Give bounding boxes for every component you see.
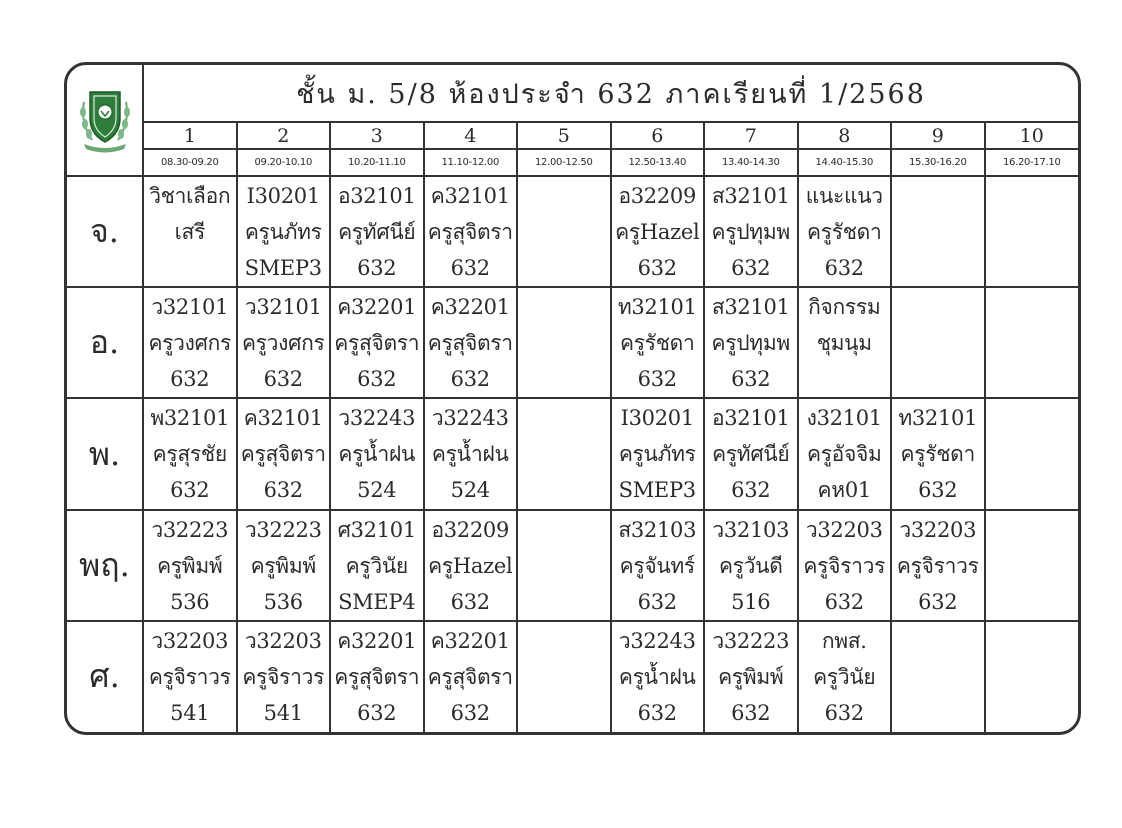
- room-number: 632: [731, 478, 771, 503]
- subject-code: ค32101: [430, 184, 510, 209]
- period-time: 12.00-12.50: [517, 149, 611, 176]
- lesson-cell: [704, 621, 798, 732]
- teacher-name: [518, 436, 610, 472]
- subject-code: ว32243: [338, 406, 416, 431]
- teacher-name: ครูจิราวร: [803, 553, 886, 578]
- teacher-name: ครูน้ำฝน: [338, 442, 416, 467]
- lesson-cell: [517, 510, 611, 621]
- room-number: [799, 361, 891, 397]
- teacher-name: ครูสุจิตรา: [334, 664, 420, 689]
- lesson-cell: [517, 176, 611, 287]
- lesson-cell: [143, 287, 237, 398]
- subject-code: ว32203: [899, 517, 977, 542]
- subject-code: ว32101: [244, 295, 322, 320]
- logo-cell: [67, 65, 143, 176]
- room-number: 632: [824, 700, 864, 725]
- teacher-name: [986, 659, 1079, 695]
- lesson-cell: [237, 510, 331, 621]
- period-time: 09.20-10.10: [237, 149, 331, 176]
- lesson-cell: [330, 398, 424, 509]
- lesson-cell: [237, 287, 331, 398]
- room-number: [986, 250, 1079, 286]
- subject-code: ว32223: [244, 517, 322, 542]
- subject-code: [518, 178, 610, 214]
- teacher-name: ครูรัชดา: [807, 220, 882, 245]
- teacher-name: ครูน้ำฝน: [618, 664, 696, 689]
- room-number: 632: [450, 256, 490, 281]
- subject-code: [518, 623, 610, 659]
- room-number: 536: [170, 589, 210, 614]
- teacher-name: ครูHazel: [428, 553, 513, 578]
- room-number: [144, 250, 236, 286]
- day-row: [67, 510, 1078, 621]
- teacher-name: [518, 325, 610, 361]
- room-number: 632: [450, 700, 490, 725]
- period-number: 7: [704, 122, 798, 149]
- period-number: 8: [798, 122, 892, 149]
- period-time: 13.40-14.30: [704, 149, 798, 176]
- room-number: 632: [637, 367, 677, 392]
- room-number: 632: [918, 589, 958, 614]
- room-number: 632: [637, 589, 677, 614]
- teacher-name: ครูสุรชัย: [152, 442, 227, 467]
- lesson-cell: [611, 398, 705, 509]
- subject-code: [518, 512, 610, 548]
- teacher-name: ชุมนุม: [816, 331, 872, 356]
- subject-code: ค32201: [337, 628, 417, 653]
- room-number: 632: [357, 700, 397, 725]
- period-time: 16.20-17.10: [985, 149, 1079, 176]
- teacher-name: ครูพิมพ์: [157, 553, 223, 578]
- lesson-cell: [237, 621, 331, 732]
- page-title: ชั้น ม. 5/8 ห้องประจำ 632 ภาคเรียนที่ 1/2568: [143, 65, 1078, 122]
- room-number: [892, 250, 984, 286]
- teacher-name: ครูนภัทร: [618, 442, 696, 467]
- lesson-cell: [330, 510, 424, 621]
- room-number: 632: [637, 256, 677, 281]
- lesson-cell: [517, 621, 611, 732]
- lesson-cell: [891, 621, 985, 732]
- lesson-cell: [985, 287, 1079, 398]
- day-label: พฤ.: [67, 510, 143, 621]
- subject-code: ว32103: [712, 517, 790, 542]
- subject-code: [518, 289, 610, 325]
- day-label: จ.: [67, 176, 143, 287]
- teacher-name: ครูสุจิตรา: [427, 220, 513, 245]
- teacher-name: ครูนภัทร: [244, 220, 322, 245]
- period-time: 12.50-13.40: [611, 149, 705, 176]
- room-number: 536: [263, 589, 303, 614]
- subject-code: กพส.: [821, 628, 867, 653]
- teacher-name: ครูอัจจิม: [806, 442, 882, 467]
- lesson-cell: [704, 287, 798, 398]
- room-number: [518, 250, 610, 286]
- day-row: [67, 287, 1078, 398]
- room-number: 541: [263, 700, 303, 725]
- room-number: [518, 361, 610, 397]
- room-number: [518, 695, 610, 731]
- day-label: พ.: [67, 398, 143, 509]
- teacher-name: ครูจิราวร: [242, 664, 325, 689]
- lesson-cell: [424, 621, 518, 732]
- room-number: คห01: [817, 478, 871, 503]
- subject-code: ค32201: [430, 628, 510, 653]
- teacher-name: ครูจิราวร: [148, 664, 231, 689]
- room-number: 632: [357, 256, 397, 281]
- timetable: [67, 65, 1078, 732]
- lesson-cell: [424, 398, 518, 509]
- subject-code: [986, 178, 1079, 214]
- lesson-cell: [424, 287, 518, 398]
- teacher-name: ครูสุจิตรา: [334, 331, 420, 356]
- lesson-cell: [330, 287, 424, 398]
- subject-code: ว32203: [151, 628, 229, 653]
- lesson-cell: [143, 621, 237, 732]
- subject-code: กิจกรรม: [808, 295, 881, 320]
- subject-code: อ32101: [711, 406, 790, 431]
- timetable-frame: [64, 62, 1081, 735]
- subject-code: พ32101: [150, 406, 230, 431]
- teacher-name: ครูพิมพ์: [718, 664, 784, 689]
- day-row: [67, 398, 1078, 509]
- subject-code: ว32243: [431, 406, 509, 431]
- room-number: 632: [731, 256, 771, 281]
- period-number: 1: [143, 122, 237, 149]
- teacher-name: ครูHazel: [615, 220, 700, 245]
- room-number: 541: [170, 700, 210, 725]
- teacher-name: [892, 325, 984, 361]
- room-number: 632: [170, 367, 210, 392]
- room-number: [986, 584, 1079, 620]
- room-number: 524: [357, 478, 397, 503]
- lesson-cell: [891, 176, 985, 287]
- day-row: [67, 176, 1078, 287]
- subject-code: I30201: [620, 406, 694, 431]
- lesson-cell: [704, 176, 798, 287]
- teacher-name: ครูวงศกร: [148, 331, 232, 356]
- teacher-name: ครูทัศนีย์: [338, 220, 416, 245]
- lesson-cell: [237, 398, 331, 509]
- lesson-cell: [798, 398, 892, 509]
- lesson-cell: [798, 176, 892, 287]
- subject-code: ส32101: [711, 184, 790, 209]
- subject-code: ว32101: [151, 295, 229, 320]
- period-number: 4: [424, 122, 518, 149]
- period-number: 6: [611, 122, 705, 149]
- room-number: SMEP4: [338, 589, 416, 614]
- subject-code: อ32209: [618, 184, 697, 209]
- teacher-name: [892, 659, 984, 695]
- teacher-name: ครูวงศกร: [241, 331, 325, 356]
- lesson-cell: [611, 510, 705, 621]
- room-number: 632: [731, 367, 771, 392]
- subject-code: [892, 623, 984, 659]
- teacher-name: ครูทัศนีย์: [712, 442, 790, 467]
- subject-code: ว32223: [151, 517, 229, 542]
- room-number: [892, 361, 984, 397]
- room-number: 632: [731, 700, 771, 725]
- subject-code: [986, 289, 1079, 325]
- day-label: ศ.: [67, 621, 143, 732]
- lesson-cell: [143, 510, 237, 621]
- room-number: 632: [824, 256, 864, 281]
- lesson-cell: [611, 176, 705, 287]
- teacher-name: [518, 214, 610, 250]
- lesson-cell: [517, 287, 611, 398]
- lesson-cell: [330, 621, 424, 732]
- day-row: [67, 621, 1078, 732]
- room-number: 632: [450, 367, 490, 392]
- subject-code: ศ32101: [337, 517, 416, 542]
- teacher-name: ครูรัชดา: [620, 331, 695, 356]
- teacher-name: ครูปทุมพ: [711, 331, 790, 356]
- day-label: อ.: [67, 287, 143, 398]
- teacher-name: [518, 659, 610, 695]
- teacher-name: [986, 325, 1079, 361]
- teacher-name: ครูจิราวร: [896, 553, 979, 578]
- teacher-name: ครูพิมพ์: [250, 553, 316, 578]
- room-number: [986, 695, 1079, 731]
- subject-code: [518, 400, 610, 436]
- lesson-cell: [237, 176, 331, 287]
- lesson-cell: [517, 398, 611, 509]
- subject-code: ส32103: [618, 517, 697, 542]
- room-number: [986, 361, 1079, 397]
- period-number: 5: [517, 122, 611, 149]
- school-crest-logo: [76, 82, 134, 154]
- room-number: [518, 584, 610, 620]
- room-number: 632: [357, 367, 397, 392]
- lesson-cell: [611, 287, 705, 398]
- subject-code: [892, 289, 984, 325]
- teacher-name: ครูวินัย: [813, 664, 876, 689]
- room-number: SMEP3: [618, 478, 696, 503]
- subject-code: [986, 512, 1079, 548]
- lesson-cell: [891, 510, 985, 621]
- lesson-cell: [611, 621, 705, 732]
- subject-code: อ32209: [431, 517, 510, 542]
- subject-code: [892, 178, 984, 214]
- teacher-name: [986, 548, 1079, 584]
- teacher-name: ครูสุจิตรา: [240, 442, 326, 467]
- lesson-cell: [424, 176, 518, 287]
- room-number: 632: [637, 700, 677, 725]
- subject-code: ง32101: [806, 406, 882, 431]
- teacher-name: [986, 214, 1079, 250]
- subject-code: ค32201: [430, 295, 510, 320]
- teacher-name: ครูปทุมพ: [711, 220, 790, 245]
- room-number: 632: [918, 478, 958, 503]
- lesson-cell: [330, 176, 424, 287]
- period-time: 15.30-16.20: [891, 149, 985, 176]
- lesson-cell: [985, 398, 1079, 509]
- subject-code: ว32223: [712, 628, 790, 653]
- teacher-name: ครูสุจิตรา: [427, 664, 513, 689]
- subject-code: ค32201: [337, 295, 417, 320]
- subject-code: ท32101: [617, 295, 697, 320]
- lesson-cell: [985, 176, 1079, 287]
- subject-code: ว32243: [618, 628, 696, 653]
- teacher-name: [986, 436, 1079, 472]
- lesson-cell: [704, 398, 798, 509]
- lesson-cell: [891, 287, 985, 398]
- lesson-cell: [891, 398, 985, 509]
- subject-code: อ32101: [337, 184, 416, 209]
- period-time: 10.20-11.10: [330, 149, 424, 176]
- period-number: 9: [891, 122, 985, 149]
- room-number: 524: [450, 478, 490, 503]
- room-number: 516: [731, 589, 771, 614]
- subject-code: [986, 400, 1079, 436]
- teacher-name: ครูจันทร์: [619, 553, 695, 578]
- lesson-cell: [985, 510, 1079, 621]
- subject-code: ท32101: [898, 406, 978, 431]
- period-number: 2: [237, 122, 331, 149]
- subject-code: ว32203: [805, 517, 883, 542]
- teacher-name: ครูรัชดา: [900, 442, 975, 467]
- room-number: 632: [263, 478, 303, 503]
- room-number: 632: [824, 589, 864, 614]
- room-number: 632: [170, 478, 210, 503]
- teacher-name: [892, 214, 984, 250]
- lesson-cell: [143, 398, 237, 509]
- room-number: 632: [450, 589, 490, 614]
- subject-code: [986, 623, 1079, 659]
- teacher-name: ครูวินัย: [345, 553, 408, 578]
- room-number: [986, 472, 1079, 508]
- subject-code: แนะแนว: [805, 184, 883, 209]
- teacher-name: ครูสุจิตรา: [427, 331, 513, 356]
- teacher-name: ครูน้ำฝน: [431, 442, 509, 467]
- lesson-cell: [798, 287, 892, 398]
- period-time: 08.30-09.20: [143, 149, 237, 176]
- period-time: 11.10-12.00: [424, 149, 518, 176]
- room-number: [518, 472, 610, 508]
- lesson-cell: [985, 621, 1079, 732]
- lesson-cell: [798, 621, 892, 732]
- lesson-cell: [143, 176, 237, 287]
- subject-code: ค32101: [243, 406, 323, 431]
- period-time: 14.40-15.30: [798, 149, 892, 176]
- lesson-cell: [798, 510, 892, 621]
- lesson-cell: [704, 510, 798, 621]
- teacher-name: ครูวันดี: [718, 553, 783, 578]
- room-number: 632: [263, 367, 303, 392]
- subject-code: I30201: [246, 184, 320, 209]
- room-number: [892, 695, 984, 731]
- lesson-cell: [424, 510, 518, 621]
- subject-code: วิชาเลือก: [149, 184, 231, 209]
- teacher-name: [518, 548, 610, 584]
- room-number: SMEP3: [244, 256, 322, 281]
- subject-code: ส32101: [711, 295, 790, 320]
- teacher-name: เสรี: [174, 220, 205, 245]
- period-number: 3: [330, 122, 424, 149]
- subject-code: ว32203: [244, 628, 322, 653]
- period-number: 10: [985, 122, 1079, 149]
